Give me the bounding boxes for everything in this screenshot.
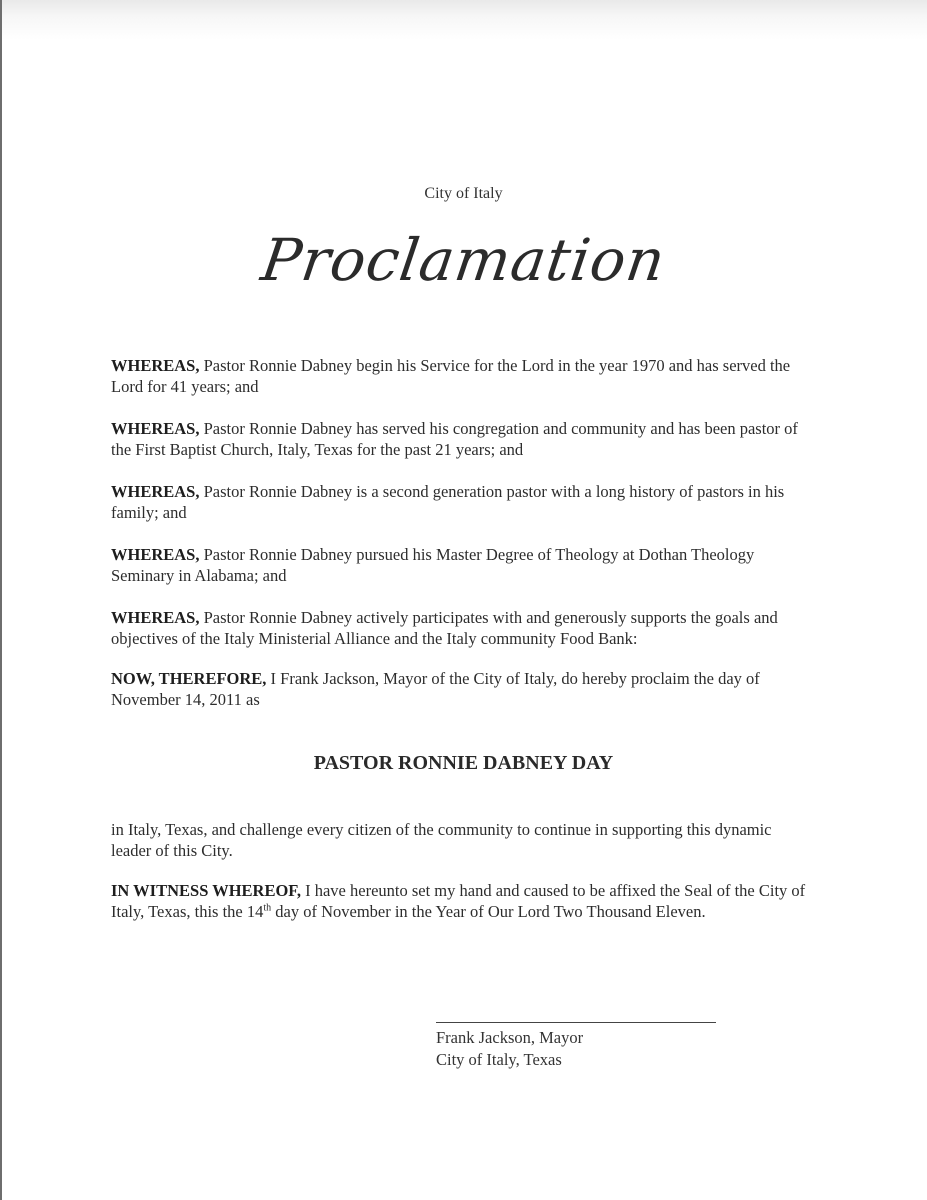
paragraph-lead: WHEREAS,	[111, 419, 200, 438]
paragraph-text: Pastor Ronnie Dabney actively participates with and generously supports the goals and objectives of the Italy Ministerial Alliance and the Italy community Food Bank:	[111, 608, 778, 648]
closing-paragraph	[111, 819, 811, 861]
witness-paragraph	[111, 880, 811, 922]
paragraph-text: Pastor Ronnie Dabney has served his congregation and community and has been pastor of the First Baptist Church, Italy, Texas for the past 21 years; and	[111, 419, 798, 459]
ordinal-suffix: th	[263, 902, 272, 914]
paragraph-text: I Frank Jackson, Mayor of the City of Italy, do hereby proclaim the day of November 14, 2011 as	[111, 669, 760, 709]
scan-shadow	[0, 0, 927, 40]
whereas-paragraph-4	[111, 544, 811, 586]
scan-edge	[0, 0, 2, 1200]
paragraph-text: Pastor Ronnie Dabney is a second generation pastor with a long history of pastors in his family; and	[111, 482, 785, 522]
paragraph-lead: NOW, THEREFORE,	[111, 669, 267, 688]
paragraph-lead: WHEREAS,	[111, 545, 200, 564]
paragraph-text: I have hereunto set my hand and caused to be affixed the Seal of the City of Italy, Texas, this the 14	[111, 881, 806, 921]
signature-block	[436, 1027, 583, 1071]
paragraph-lead: WHEREAS,	[111, 608, 200, 627]
paragraph-text: day of November in the Year of Our Lord Two Thousand Eleven.	[271, 902, 706, 921]
now-therefore-paragraph	[111, 668, 811, 710]
whereas-paragraph-5	[111, 607, 811, 649]
proclamation-title: PASTOR RONNIE DABNEY DAY	[313, 752, 614, 774]
city-header: City of Italy	[424, 185, 503, 202]
signature-line	[436, 1022, 716, 1023]
signatory-org: City of Italy, Texas	[436, 1050, 562, 1069]
paragraph-lead: WHEREAS,	[111, 356, 200, 375]
paragraph-lead: IN WITNESS WHEREOF,	[111, 881, 301, 900]
whereas-paragraph-2	[111, 418, 811, 460]
paragraph-text: Pastor Ronnie Dabney begin his Service for the Lord in the year 1970 and has served the Lord for 41 years; and	[111, 356, 791, 396]
paragraph-text: Pastor Ronnie Dabney pursued his Master Degree of Theology at Dothan Theology Seminary in Alabama; and	[111, 545, 755, 585]
paragraph-lead: WHEREAS,	[111, 482, 200, 501]
document-title: Proclamation	[257, 226, 670, 294]
whereas-paragraph-3	[111, 481, 811, 523]
whereas-paragraph-1	[111, 355, 811, 397]
signatory-name: Frank Jackson, Mayor	[436, 1028, 584, 1047]
paragraph-text: in Italy, Texas, and challenge every citizen of the community to continue in supporting this dynamic leader of this City.	[111, 820, 772, 860]
